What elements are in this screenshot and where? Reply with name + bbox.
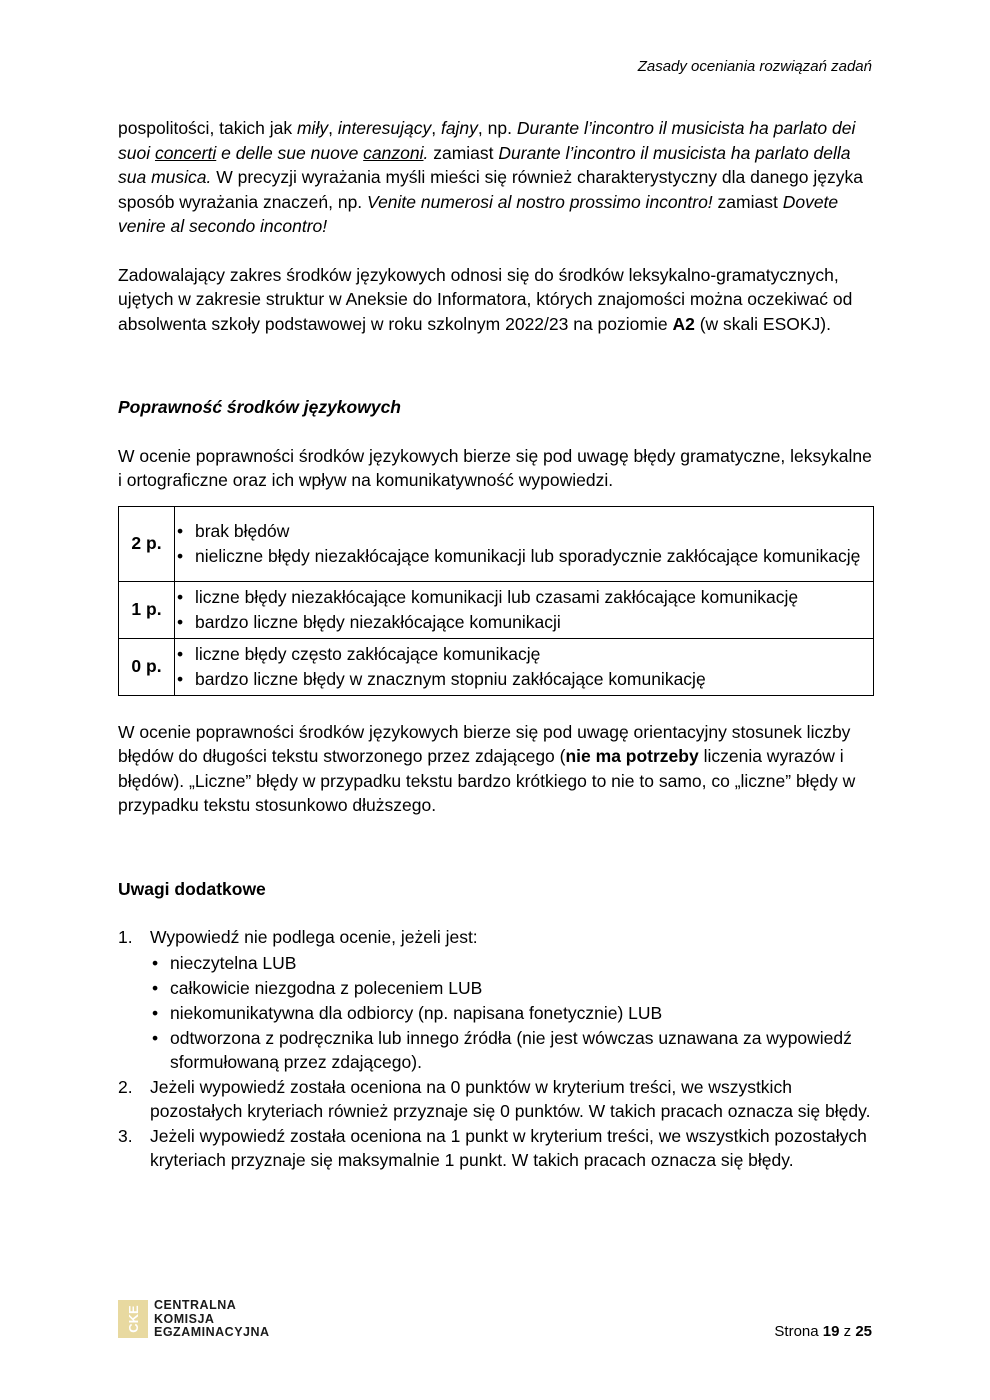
note-item: 2. Jeżeli wypowiedź została oceniona na 0 punktów w kryterium treści, we wszystkich pozostałych kryteriach również przyznaje się 0 punktów. W takich pracach oznacza się błędy.: [118, 1076, 871, 1121]
list-item: • liczne błędy często zakłócające komunikację: [175, 642, 873, 667]
correctness-note: W ocenie poprawności środków językowych bierze się pod uwagę orientacyjny stosunek liczby błędów do długości tekstu stworzonego przez zdającego (nie ma potrzeby liczenia wyrazów i błędów). „Liczne” błędy w przypadku tekstu bardzo krótkiego to nie to samo, co „liczne” błędy w przypadku tekstu stosunkowo dłuższego.: [118, 721, 856, 815]
list-item: • całkowicie niezgodna z poleceniem LUB: [150, 976, 874, 1001]
page-number: Strona 19 z 25: [774, 1323, 872, 1340]
list-item: • nieczytelna LUB: [150, 951, 874, 976]
criteria-table: [118, 506, 874, 696]
list-item: • nieliczne błędy niezakłócające komunikacji lub sporadycznie zakłócające komunikację: [175, 544, 873, 569]
list-item: • niekomunikatywna dla odbiorcy (np. napisana fonetycznie) LUB: [150, 1001, 874, 1026]
note-item: 1. Wypowiedź nie podlega ocenie, jeżeli jest: • nieczytelna LUB • całkowicie niezgodna z poleceniem LUB • niekomunikatywna dla odbiorcy (np. napisana fonetycznie) LUB • odtworzona z podręcznika lub innego źródła (nie jest wówczas uznawana za wypowiedź sformułowaną przez zdającego).: [118, 925, 874, 1075]
list-item: • bardzo liczne błędy niezakłócające komunikacji: [175, 610, 873, 635]
section-title-correctness: Poprawność środków językowych: [118, 397, 401, 417]
list-item: • brak błędów: [175, 519, 873, 544]
paragraph-range: Zadowalający zakres środków językowych odnosi się do środków leksykalno-gramatycznych, ujętych w zakresie struktur w Aneksie do Informatora, których znajomości można oczekiwać od absolwenta szkoły podstawowej w roku szkolnym 2022/23 na poziomie A2 (w skali ESOKJ).: [118, 264, 853, 334]
note-item: 3. Jeżeli wypowiedź została oceniona na 1 punkt w kryterium treści, we wszystkich pozostałych kryteriach przyznaje się maksymalnie 1 punkt. W takich pracach oznacza się błędy.: [118, 1125, 867, 1170]
points-cell: 2 p.: [119, 506, 175, 581]
list-item: • liczne błędy niezakłócające komunikacji lub czasami zakłócające komunikację: [175, 585, 873, 610]
correctness-intro: W ocenie poprawności środków językowych bierze się pod uwagę błędy gramatyczne, leksykalne i ortograficzne oraz ich wpływ na komunikatywność wypowiedzi.: [118, 445, 872, 490]
cke-logo-mark-icon: CKE: [118, 1300, 148, 1338]
cke-logo: CKE CENTRALNA KOMISJA EGZAMINACYJNA: [118, 1299, 270, 1340]
notes-list: [118, 925, 874, 1173]
table-row: [119, 506, 874, 581]
table-row: [119, 581, 874, 638]
page-header: Zasady oceniania rozwiązań zadań: [637, 58, 872, 75]
document-body: [118, 116, 874, 1173]
table-row: [119, 638, 874, 695]
list-item: • odtworzona z podręcznika lub innego źródła (nie jest wówczas uznawana za wypowiedź sformułowaną przez zdającego).: [150, 1026, 874, 1075]
paragraph-precision: pospolitości, takich jak miły, interesujący, fajny, np. Durante l’incontro il musicista ha parlato dei suoi concerti e delle sue nuove canzoni. zamiast Durante l’incontro il musicista ha parlato della sua musica. W precyzji wyrażania myśli mieści się również charakterystyczny dla danego języka sposób wyrażania znaczeń, np. Venite numerosi al nostro prossimo incontro! zamiast Dovete venire al secondo incontro!: [118, 118, 863, 236]
points-cell: 1 p.: [119, 581, 175, 638]
section-title-notes: Uwagi dodatkowe: [118, 878, 266, 899]
list-item: • bardzo liczne błędy w znacznym stopniu zakłócające komunikację: [175, 667, 873, 692]
points-cell: 0 p.: [119, 638, 175, 695]
